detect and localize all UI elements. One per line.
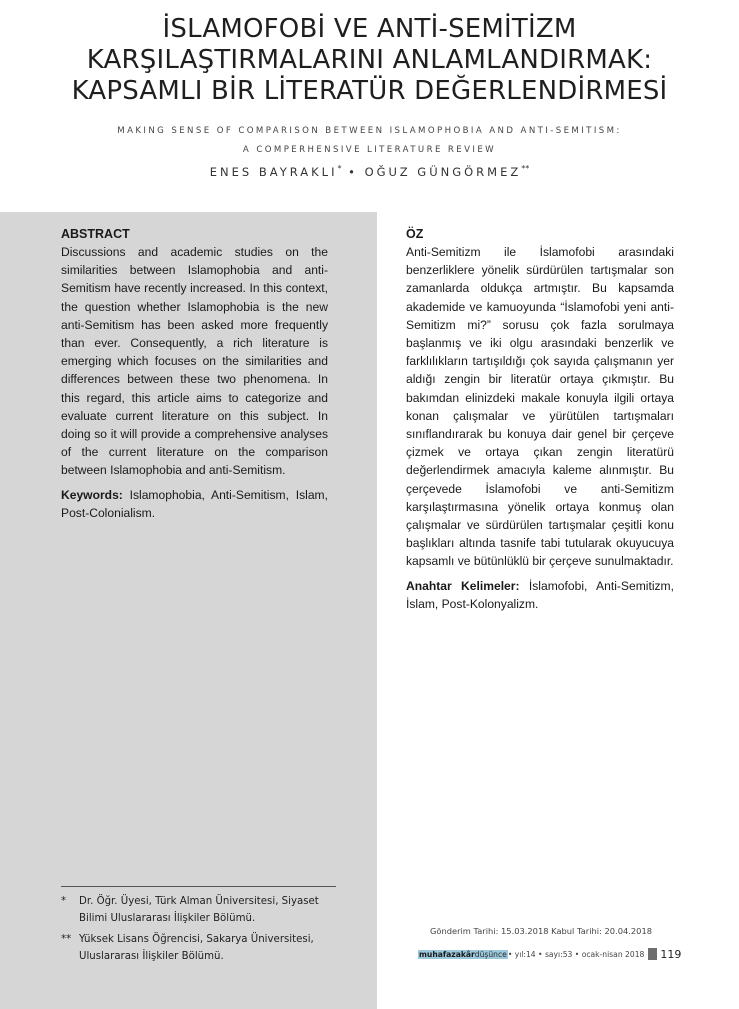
author-separator: • [348, 164, 358, 179]
journal-footer [418, 947, 681, 961]
title-line: KARŞILAŞTIRMALARINI ANLAMLANDIRMAK: [86, 45, 653, 75]
footnote-text: Dr. Öğr. Üyesi, Türk Alman Üniversitesi, Siyaset Bilimi Uluslararası İlişkiler Bölümü. [79, 896, 319, 924]
oz-heading: ÖZ [406, 227, 424, 241]
title-line: İSLAMOFOBİ VE ANTİ-SEMİTİZM [162, 14, 577, 44]
submission-dates: Gönderim Tarihi: 15.03.2018 Kabul Tarihi: 20.04.2018 [429, 926, 652, 936]
footnote-text: Yüksek Lisans Öğrencisi, Sakarya Üniversitesi, Uluslararası İlişkiler Bölümü. [79, 934, 314, 962]
abstract-body: Discussions and academic studies on the similarities between Islamophobia and anti-Semitism have recently increased. In this context, the question whether Islamophobia is the new anti-Semitism has been asked more frequently than ever. Consequently, a rich literature is emerging which focuses on the similarities and differences between these two phenomena. In this regard, this article aims to categorize and evaluate current literature on this subject. In doing so it will provide a comprehensive analyses of the current literature on the comparison between Islamophobia and anti-Semitism. [61, 245, 328, 478]
footnote-mark: * [337, 164, 342, 173]
page-marker-block [648, 948, 657, 960]
footnote-mark: ** [521, 164, 530, 173]
article-title [0, 14, 739, 107]
oz-body: Anti-Semitizm ile İslamofobi arasındaki benzerliklere yönelik sürdürülen tartışmalar son zamanlarda oldukça artmıştır. Bu kapsamda akademide ve kamuoyunda “İslamofobi yeni anti-Semitizm mi?” sorusu çok fazla sorulmaya başlanmış ve iki olgu arasındaki benzerlik ve farklılıkların tartışıldığı çok sayıda çalışmanın yer aldığı zengin bir literatür ortaya çıkmıştır. Bu bakımdan elinizdeki makale konuyla ilgili ortaya konan çalışmalar ve yürütülen tartışmaları sınıflandırarak bu konuya dair genel bir çerçeve çizmek ve ortaya çıkan zengin literatürü değerlendirmek amacıyla kaleme alınmıştır. Bu çerçevede İslamofobi ve anti-Semitizm karşılaştırmasına yönelik ortaya konmuş olan çalışmalar ve sürdürülen tartışmalar çeşitli konu başlıkları altında tasnife tabi tutularak okuyucuya kapsamlı ve bütünlüklü bir çerçeve sunulmaktadır. [406, 245, 674, 569]
footnotes [61, 886, 336, 969]
journal-name [418, 950, 508, 959]
journal-issue: • yıl:14 • sayı:53 • ocak-nisan 2018 [507, 949, 645, 959]
keywords-list: Islamophobia, Anti-Semitism, Islam, Post-Colonialism. [61, 487, 328, 520]
abstract-section [61, 225, 328, 522]
anahtar-kelimeler-list: İslamofobi, Anti-Semitizm, İslam, Post-Kolonyalizm. [406, 578, 674, 611]
keywords-label: Keywords: [61, 487, 123, 502]
oz-section [406, 225, 674, 613]
english-title [0, 122, 739, 160]
author-name: OĞUZ GÜNGÖRMEZ [364, 164, 522, 179]
subtitle-line: A COMPERHENSIVE LITERATURE REVIEW [242, 145, 497, 155]
author-line [0, 164, 739, 179]
subtitle-line: MAKING SENSE OF COMPARISON BETWEEN ISLAMOPHOBIA AND ANTI-SEMITISM: [117, 126, 622, 136]
footnote-mark: ** [61, 934, 72, 945]
title-line: KAPSAMLI BİR LİTERATÜR DEĞERLENDİRMESİ [71, 76, 668, 106]
author-name: ENES BAYRAKLI [209, 164, 338, 179]
footnote [61, 931, 336, 965]
footnote [61, 893, 336, 927]
anahtar-kelimeler [406, 577, 674, 613]
anahtar-kelimeler-label: Anahtar Kelimeler: [406, 578, 520, 593]
keywords [61, 486, 328, 522]
footnote-mark: * [61, 896, 67, 907]
page-number: 119 [660, 947, 682, 961]
journal-name-light: düşünce [474, 949, 507, 959]
journal-name-bold: muhafazakâr [419, 949, 475, 959]
abstract-heading: ABSTRACT [61, 227, 130, 241]
